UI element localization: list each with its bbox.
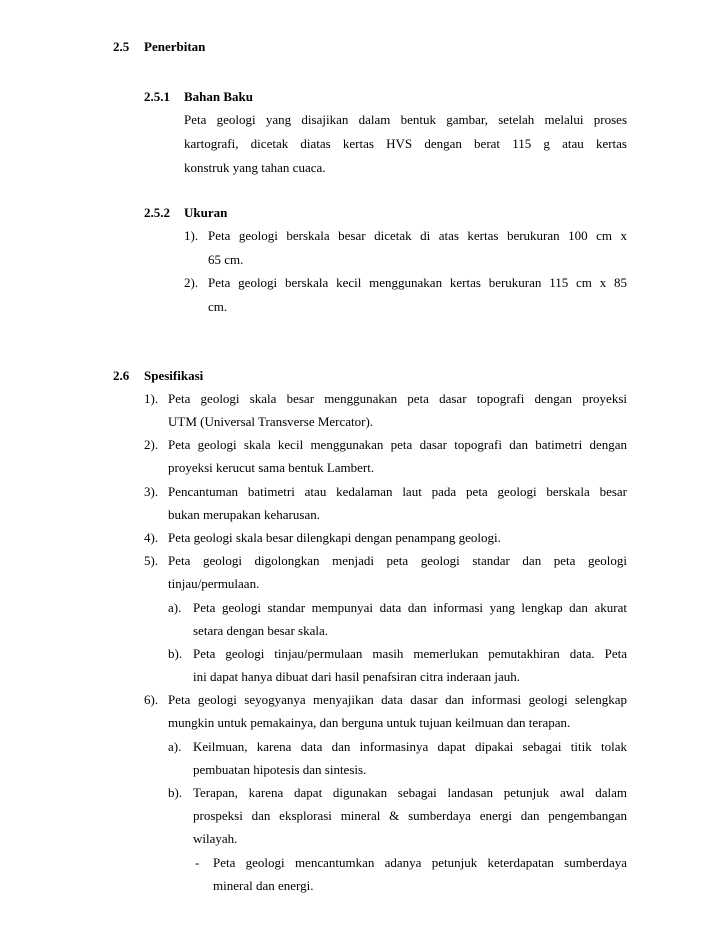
list-marker: 2). (144, 437, 159, 452)
list-item-line: cm. (208, 299, 228, 314)
sublist-item-line: pembuatan hipotesis dan sintesis. (193, 762, 367, 777)
section-title: Penerbitan (144, 39, 206, 54)
subsection-number: 2.5.2 (144, 205, 170, 220)
list-marker: 1). (184, 228, 199, 243)
sublist-item-line: Peta geologi tinjau/permulaan masih memerlukan pemutakhiran data. Peta (193, 646, 627, 661)
sublist-marker: b). (168, 646, 183, 661)
sublist-marker: a). (168, 739, 182, 754)
bullet-item-line: Peta geologi mencantumkan adanya petunjuk keterdapatan sumberdaya (213, 855, 627, 870)
sublist-item-line: Peta geologi standar mempunyai data dan informasi yang lengkap dan akurat (193, 600, 627, 615)
section-number: 2.5 (113, 39, 130, 54)
list-item-line: proyeksi kerucut sama bentuk Lambert. (168, 460, 375, 475)
paragraph-line: kartografi, dicetak diatas kertas HVS dengan berat 115 g atau kertas (184, 136, 627, 151)
list-item-line: Peta geologi skala kecil menggunakan peta dasar topografi dan batimetri dengan (168, 437, 627, 452)
list-item-line: Peta geologi seyogyanya menyajikan data dasar dan informasi geologi selengkap (168, 692, 627, 707)
paragraph-line: konstruk yang tahan cuaca. (184, 160, 326, 175)
list-item-line: tinjau/permulaan. (168, 576, 260, 591)
sublist-item-line: prospeksi dan eksplorasi mineral & sumberdaya energi dan pengembangan (193, 808, 627, 823)
list-item-line: mungkin untuk pemakainya, dan berguna untuk tujuan keilmuan dan terapan. (168, 715, 571, 730)
section-number: 2.6 (113, 368, 130, 383)
list-item-line: UTM (Universal Transverse Mercator). (168, 414, 374, 429)
list-item-line: bukan merupakan keharusan. (168, 507, 320, 522)
sublist-item-line: Keilmuan, karena data dan informasinya dapat dipakai sebagai titik tolak (193, 739, 627, 754)
list-item-line: Peta geologi digolongkan menjadi peta geologi standar dan peta geologi (168, 553, 627, 568)
list-item-line: Pencantuman batimetri atau kedalaman laut pada peta geologi berskala besar (168, 484, 627, 499)
list-marker: 4). (144, 530, 159, 545)
sublist-marker: a). (168, 600, 182, 615)
sublist-item-line: setara dengan besar skala. (193, 623, 328, 638)
list-item-line: 65 cm. (208, 252, 244, 267)
sublist-item-line: wilayah. (193, 831, 238, 846)
list-item-line: Peta geologi berskala kecil menggunakan kertas berukuran 115 cm x 85 (208, 275, 627, 290)
list-item-line: Peta geologi berskala besar dicetak di atas kertas berukuran 100 cm x (208, 228, 627, 243)
list-marker: 2). (184, 275, 199, 290)
subsection-number: 2.5.1 (144, 89, 170, 104)
sublist-item-line: Terapan, karena dapat digunakan sebagai landasan petunjuk awal dalam (193, 785, 627, 800)
list-marker: 5). (144, 553, 159, 568)
sublist-item-line: ini dapat hanya dibuat dari hasil penafsiran citra inderaan jauh. (193, 669, 521, 684)
subsection-title: Bahan Baku (184, 89, 254, 104)
bullet-item-line: mineral dan energi. (213, 878, 314, 893)
bullet-marker: - (195, 855, 200, 870)
subsection-title: Ukuran (184, 205, 228, 220)
paragraph-line: Peta geologi yang disajikan dalam bentuk gambar, setelah melalui proses (184, 112, 627, 127)
sublist-marker: b). (168, 785, 183, 800)
list-item-line: Peta geologi skala besar dilengkapi dengan penampang geologi. (168, 530, 501, 545)
list-marker: 1). (144, 391, 159, 406)
list-marker: 3). (144, 484, 159, 499)
section-title: Spesifikasi (144, 368, 204, 383)
list-item-line: Peta geologi skala besar menggunakan peta dasar topografi dengan proyeksi (168, 391, 627, 406)
list-marker: 6). (144, 692, 159, 707)
